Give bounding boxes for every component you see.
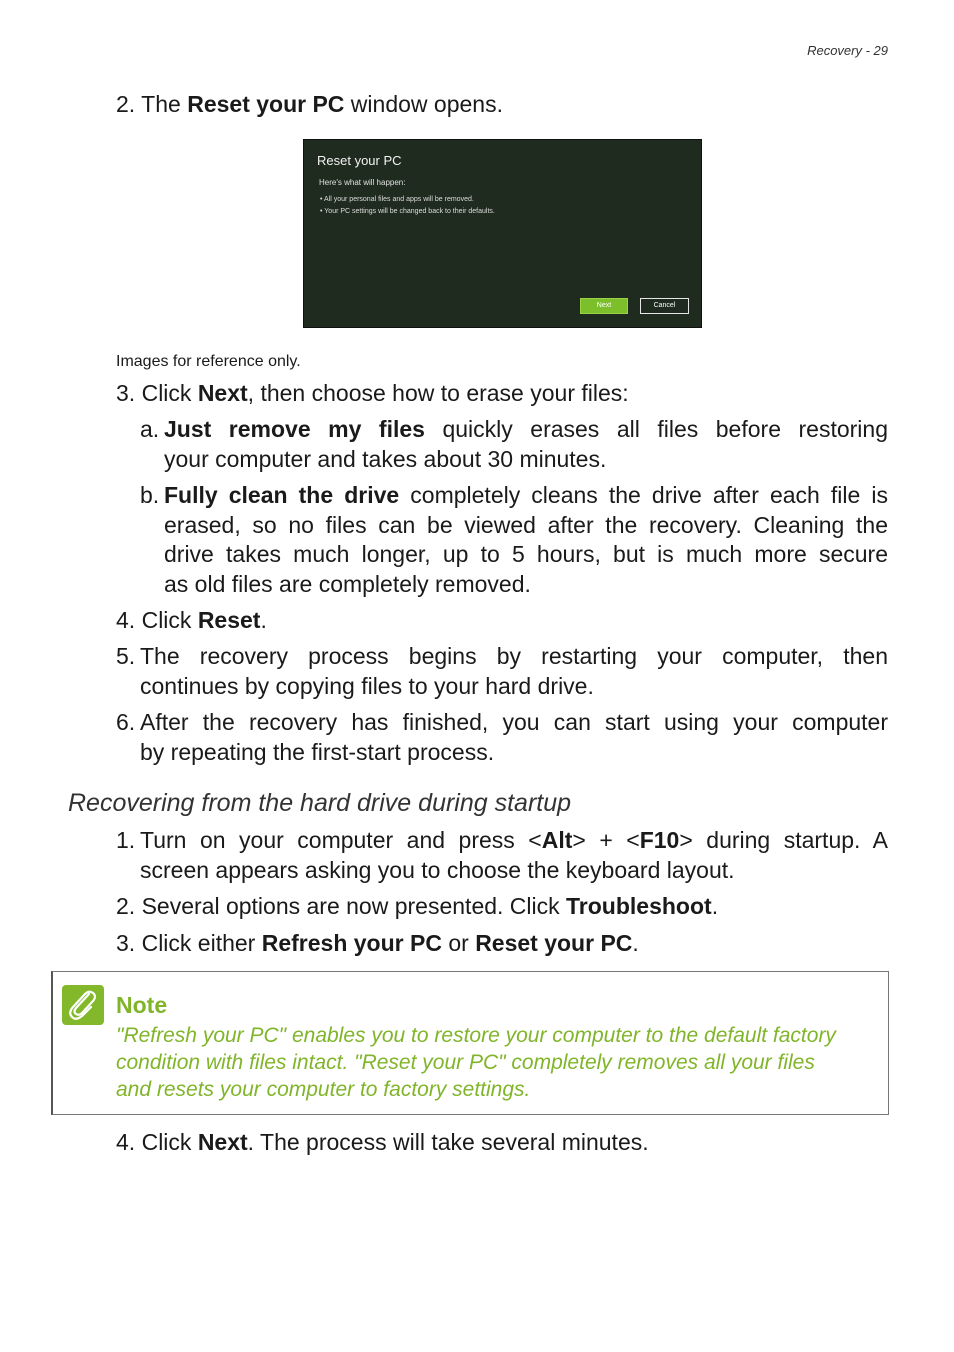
note-line: condition with files intact. "Reset your PC" completely removes all your files: [116, 1051, 815, 1074]
step-bold: Alt: [541, 827, 573, 853]
step-text: . The process will take several minutes.: [247, 1129, 649, 1155]
section-heading: Recovering from the hard drive during startup: [68, 789, 572, 817]
screenshot-bullet: • All your personal files and apps will be removed.: [320, 196, 474, 203]
step-bold: Refresh your PC: [261, 930, 442, 956]
step-text: completely cleans the drive after each file is: [399, 482, 888, 508]
step-6-number: 6.: [116, 709, 136, 735]
substep-b-line2: erased, so no files can be viewed after the recovery. Cleaning the: [164, 512, 888, 538]
screenshot-cancel-button: Cancel: [640, 298, 689, 314]
step-bold: Troubleshoot: [566, 893, 712, 919]
s2-step-1-line2: screen appears asking you to choose the keyboard layout.: [140, 857, 735, 883]
step-number: 4.: [116, 607, 136, 633]
step-text: > during startup. A: [679, 827, 888, 853]
s2-step-3: [116, 928, 639, 958]
substep-a-number: a.: [140, 416, 160, 442]
step-text: Turn on your computer and press <: [140, 827, 542, 853]
step-bold: Fully clean the drive: [164, 482, 400, 508]
screenshot-title: Reset your PC: [317, 153, 402, 168]
step-3: [116, 378, 629, 408]
step-text: The: [141, 91, 188, 117]
step-bold: Just remove my files: [164, 416, 425, 442]
step-bold: F10: [639, 827, 680, 853]
step-bold: Next: [197, 1129, 248, 1155]
step-text: Click either: [141, 930, 262, 956]
note-line: and resets your computer to factory settings.: [116, 1078, 531, 1101]
step-bold: Reset: [197, 607, 261, 633]
s2-step-1-line1: [140, 825, 888, 855]
step-2: [116, 89, 503, 119]
s2-step-2: [116, 891, 718, 921]
step-number: 2.: [116, 893, 136, 919]
step-number: 3.: [116, 380, 136, 406]
step-text: Several options are now presented. Click: [141, 893, 567, 919]
step-text: Click: [141, 1129, 198, 1155]
step-text: Click: [141, 380, 198, 406]
screenshot-next-button: Next: [580, 298, 628, 314]
step-number: 3.: [116, 930, 136, 956]
step-text: window opens.: [344, 91, 503, 117]
step-number: 2.: [116, 91, 136, 117]
substep-b-line1: [164, 480, 888, 510]
note-line: "Refresh your PC" enables you to restore your computer to the default factory: [116, 1024, 836, 1047]
s2-step-1-number: 1.: [116, 827, 136, 853]
substep-b-number: b.: [140, 482, 160, 508]
substep-a-line1: [164, 414, 888, 444]
screenshot-subtitle: Here's what will happen:: [319, 178, 406, 187]
substep-a-line2: your computer and takes about 30 minutes.: [164, 446, 607, 472]
step-text: or: [441, 930, 476, 956]
page-header: Recovery - 29: [807, 43, 888, 58]
step-text: .: [260, 607, 267, 633]
step-5-number: 5.: [116, 643, 136, 669]
step-text: quickly erases all files before restoring: [424, 416, 888, 442]
step-4: [116, 605, 267, 635]
image-caption: Images for reference only.: [116, 353, 301, 370]
s2-step-4: [116, 1127, 649, 1157]
step-5-line2: continues by copying files to your hard drive.: [140, 673, 594, 699]
step-text: .: [632, 930, 639, 956]
step-text: > + <: [572, 827, 640, 853]
step-bold: Reset your PC: [187, 91, 345, 117]
step-number: 4.: [116, 1129, 136, 1155]
step-text: Click: [141, 607, 198, 633]
step-6-line1: After the recovery has finished, you can start using your computer: [140, 709, 888, 735]
substep-b-line3: drive takes much longer, up to 5 hours, but is much more secure: [164, 541, 888, 567]
note-title: Note: [116, 992, 168, 1018]
step-text: .: [711, 893, 719, 919]
paperclip-icon: [62, 985, 104, 1025]
note-box: [51, 971, 889, 1115]
step-bold: Reset your PC: [475, 930, 633, 956]
screenshot-bullet: • Your PC settings will be changed back to their defaults.: [320, 208, 495, 215]
step-text: , then choose how to erase your files:: [247, 380, 629, 406]
substep-b-line4: as old files are completely removed.: [164, 571, 531, 597]
note-body: [116, 1022, 878, 1103]
reset-pc-screenshot: [303, 139, 702, 328]
step-5-line1: The recovery process begins by restarting your computer, then: [140, 643, 888, 669]
step-bold: Next: [197, 380, 248, 406]
step-6-line2: by repeating the first-start process.: [140, 739, 495, 765]
